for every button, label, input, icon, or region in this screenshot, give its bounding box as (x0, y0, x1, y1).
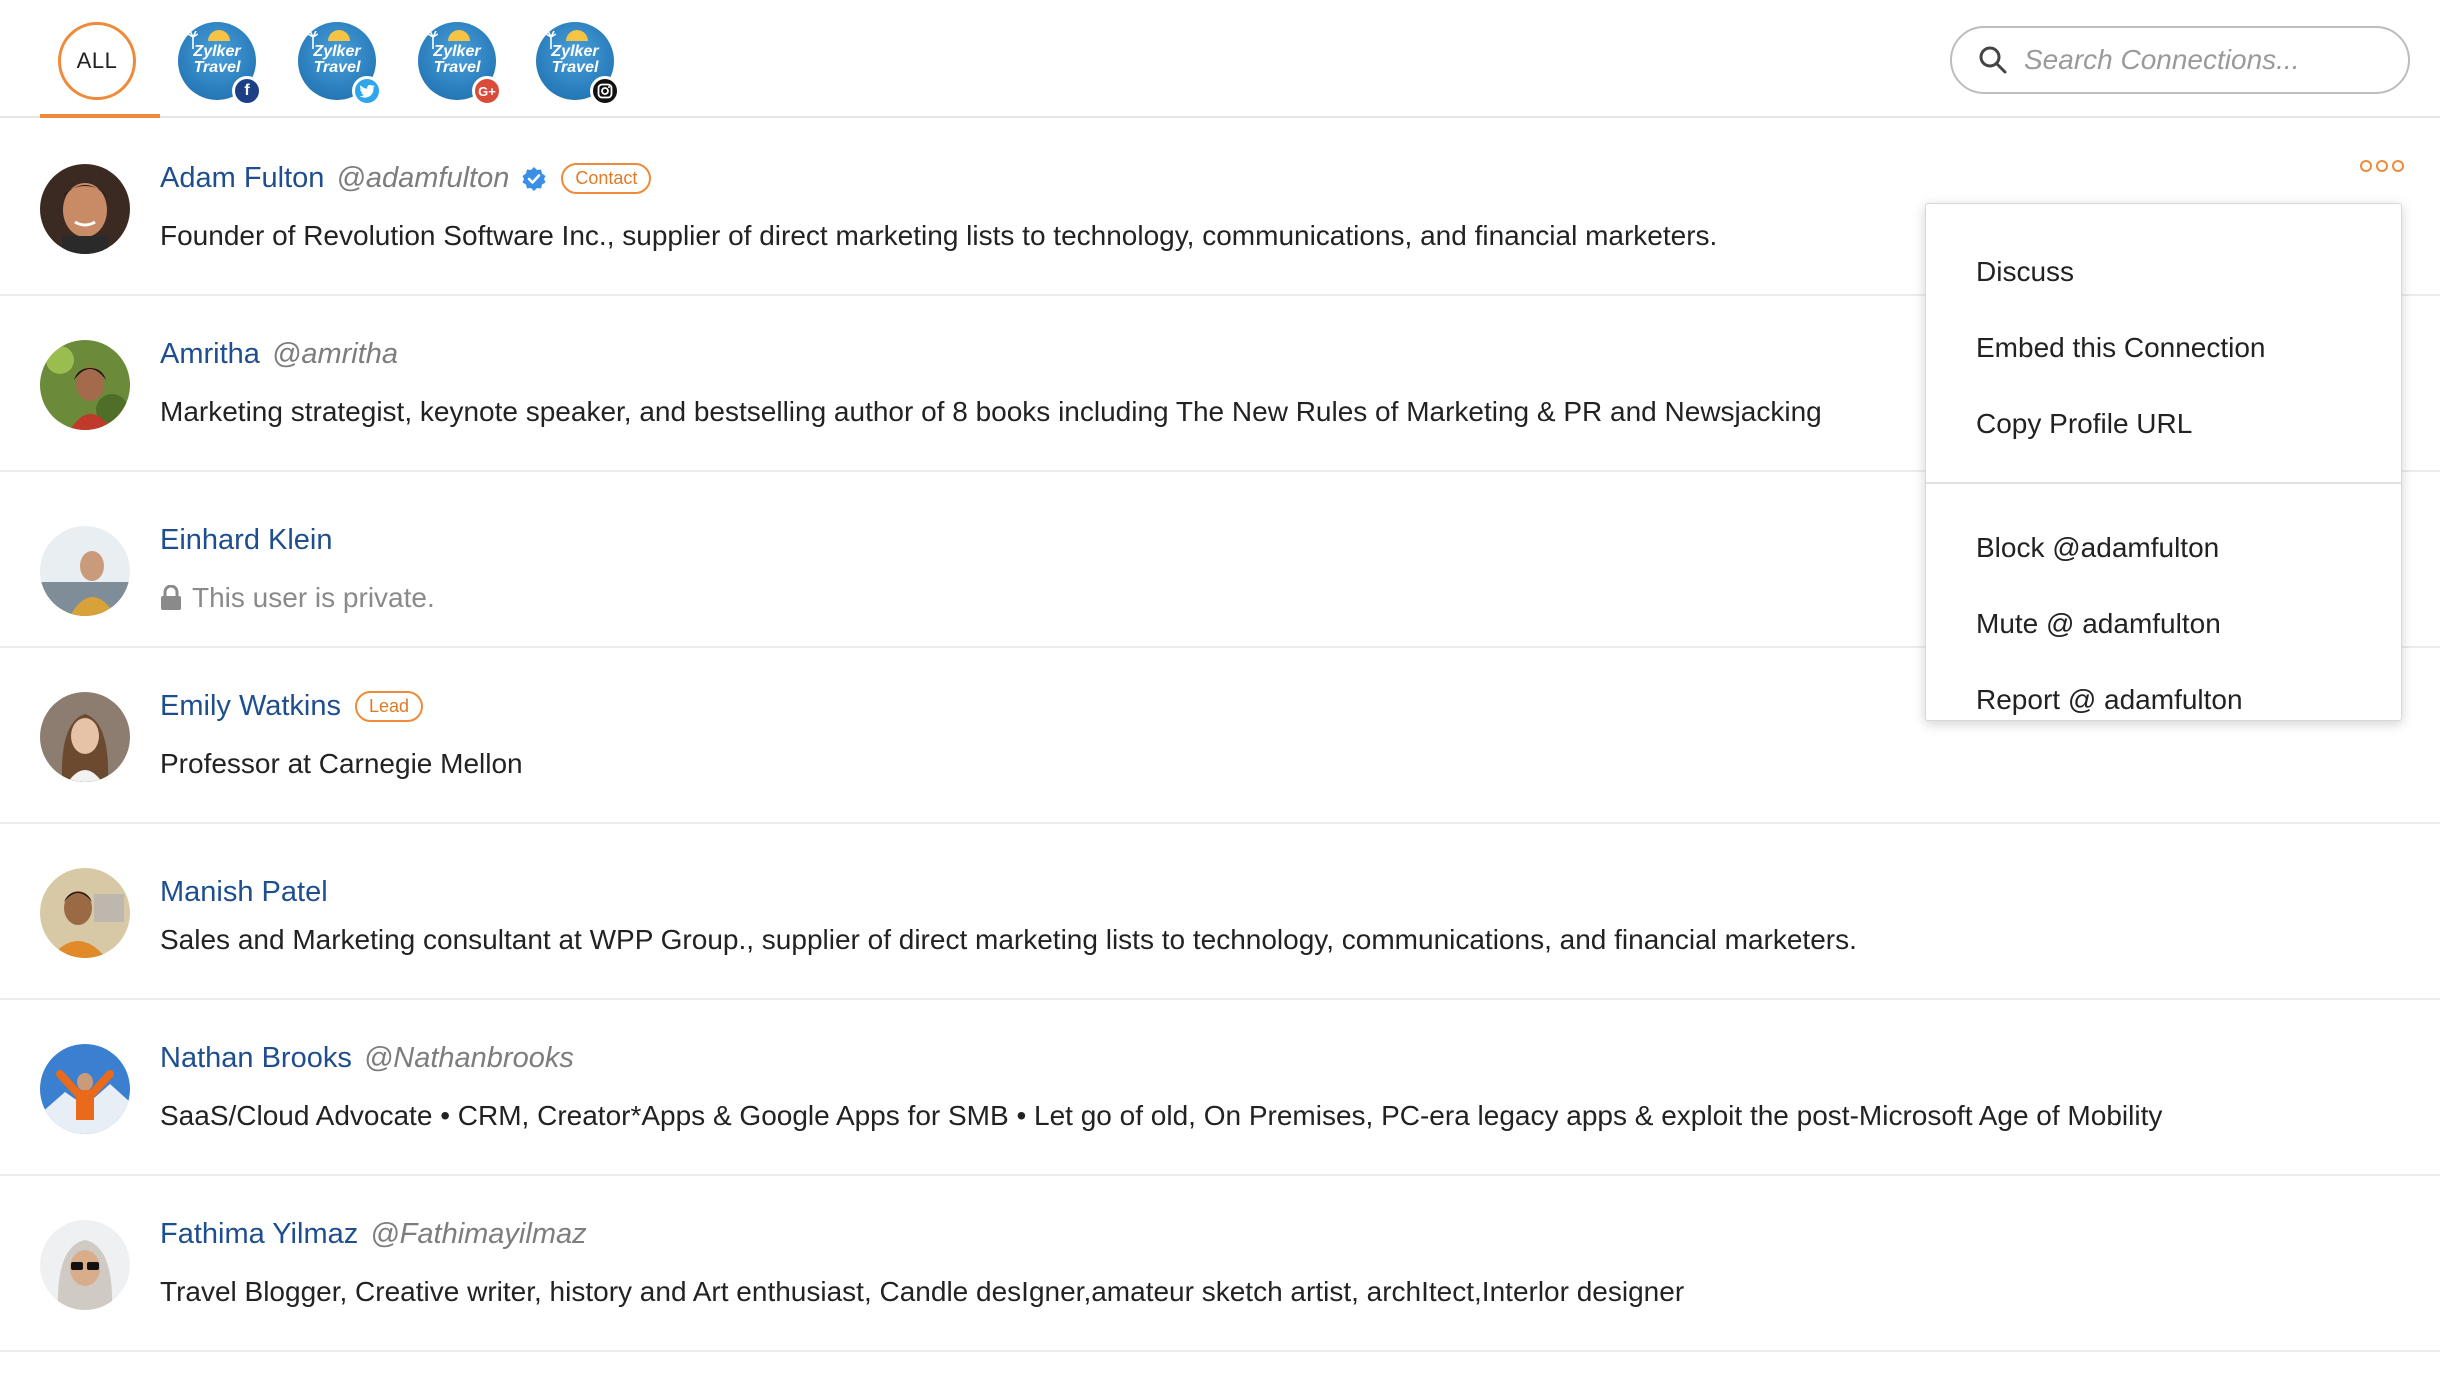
avatar[interactable] (40, 1220, 130, 1310)
more-dot-icon (2392, 160, 2404, 172)
connection-handle[interactable]: @Nathanbrooks (363, 1042, 574, 1074)
sun-icon (208, 30, 230, 41)
contact-tag: Contact (561, 163, 651, 194)
sun-icon (448, 30, 470, 41)
verified-badge-icon (521, 166, 547, 192)
menu-item-discuss[interactable]: Discuss (1976, 256, 2075, 287)
avatar[interactable] (40, 1044, 130, 1134)
google-plus-icon: G+ (472, 76, 502, 106)
connection-bio: Travel Blogger, Creative writer, history and Art enthusiast, Candle desIgner,amateur sketch artist, archItect,Interlor designer (160, 1276, 1685, 1307)
menu-item-copy-profile-url[interactable]: Copy Profile URL (1976, 408, 2193, 439)
connection-options-menu (1925, 203, 2402, 721)
connection-name[interactable]: Nathan Brooks (160, 1042, 352, 1074)
connection-handle[interactable]: @adamfulton (336, 162, 510, 194)
connection-bio: Sales and Marketing consultant at WPP Group., supplier of direct marketing lists to technology, communications, and financial marketers. (160, 924, 1857, 955)
connection-bio: Professor at Carnegie Mellon (160, 748, 523, 779)
brand-logo-text: Zylker Travel (551, 43, 599, 76)
twitter-icon (352, 76, 382, 106)
connection-name[interactable]: Adam Fulton (160, 162, 325, 194)
filter-all-label: ALL (76, 48, 118, 73)
sun-icon (566, 30, 588, 41)
menu-item-block[interactable]: Block @adamfulton (1976, 532, 2220, 563)
brand-logo-text: Zylker Travel (433, 43, 481, 76)
connection-bio: Founder of Revolution Software Inc., supplier of direct marketing lists to technology, communications, and financial marketers. (160, 220, 1718, 251)
connection-bio: SaaS/Cloud Advocate • CRM, Creator*Apps & Google Apps for SMB • Let go of old, On Premises, PC-era legacy apps & exploit the post-Microsoft Age of Mobility (160, 1100, 2163, 1131)
connection-row[interactable] (0, 1176, 2440, 1352)
connection-name[interactable]: Fathima Yilmaz (160, 1218, 359, 1250)
connection-bio: Marketing strategist, keynote speaker, and bestselling author of 8 books including The New Rules of Marketing & PR and Newsjacking (160, 396, 1822, 427)
connection-handle[interactable]: @Fathimayilmaz (370, 1218, 587, 1250)
avatar[interactable] (40, 692, 130, 782)
instagram-icon (590, 76, 620, 106)
menu-item-mute[interactable]: Mute @ adamfulton (1976, 608, 2221, 639)
lead-tag: Lead (355, 691, 423, 722)
filter-google-plus-account[interactable] (418, 22, 496, 100)
filter-facebook-account[interactable] (178, 22, 256, 100)
avatar[interactable] (40, 340, 130, 430)
connection-name[interactable]: Manish Patel (160, 876, 328, 908)
private-text: This user is private. (192, 582, 435, 613)
more-dot-icon (2376, 160, 2388, 172)
connection-row[interactable] (0, 1000, 2440, 1176)
filter-all-tab[interactable] (58, 22, 136, 100)
more-options-button[interactable] (2360, 160, 2404, 172)
more-dot-icon (2360, 160, 2372, 172)
connection-name[interactable]: Emily Watkins (160, 690, 341, 722)
brand-logo-text: Zylker Travel (193, 43, 241, 76)
avatar[interactable] (40, 868, 130, 958)
active-tab-indicator (40, 114, 160, 118)
sun-icon (328, 30, 350, 41)
search-icon (1978, 45, 2008, 75)
connection-handle[interactable]: @amritha (271, 338, 399, 370)
filter-instagram-account[interactable] (536, 22, 614, 100)
facebook-icon: f (232, 76, 262, 106)
connection-name[interactable]: Amritha (160, 338, 260, 370)
search-bar[interactable] (1950, 26, 2410, 94)
avatar[interactable] (40, 526, 130, 616)
connection-row[interactable] (0, 824, 2440, 1000)
private-notice (160, 582, 435, 614)
lock-icon (160, 585, 182, 611)
avatar[interactable] (40, 164, 130, 254)
connection-name[interactable]: Einhard Klein (160, 524, 333, 556)
menu-divider (1926, 482, 2401, 484)
filter-twitter-account[interactable] (298, 22, 376, 100)
brand-logo-text: Zylker Travel (313, 43, 361, 76)
filter-bar (0, 0, 2440, 118)
menu-item-embed-connection[interactable]: Embed this Connection (1976, 332, 2266, 363)
search-input[interactable] (2024, 44, 2384, 76)
menu-item-report[interactable]: Report @ adamfulton (1976, 684, 2243, 715)
